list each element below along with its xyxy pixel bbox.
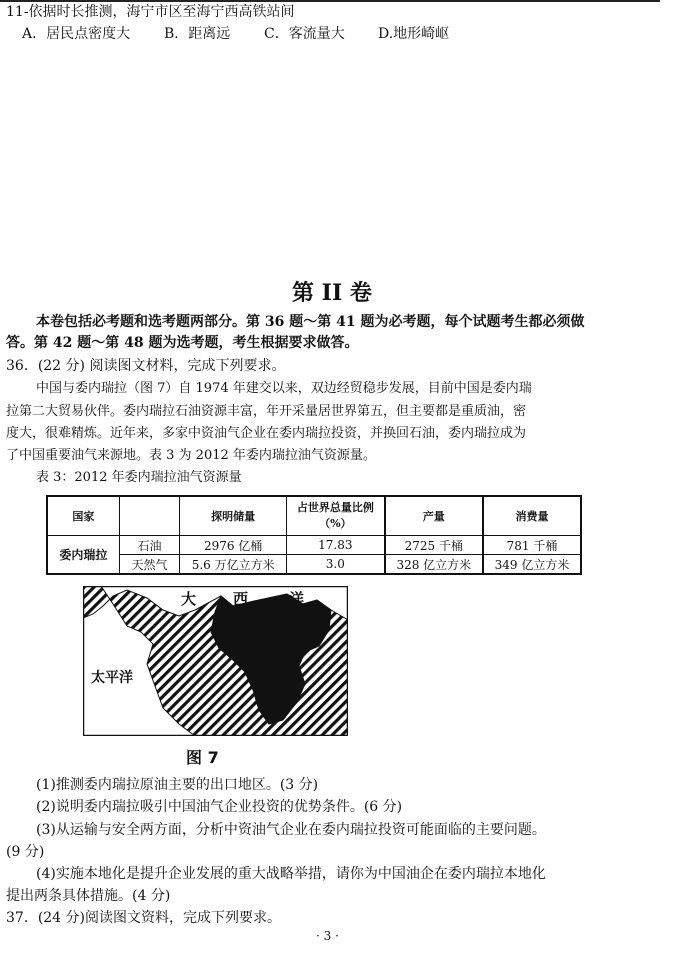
q36-para-line-4: 了中国重要油气来源地。表 3 为 2012 年委内瑞拉油气资源量。: [6, 448, 376, 463]
header-consumption: 消费量: [483, 496, 581, 536]
header-reserves: 探明储量: [180, 496, 287, 536]
q36-heading: 36．(22 分) 阅读图文材料，完成下列要求。: [6, 358, 286, 374]
label-atlantic-1: 大: [181, 590, 197, 608]
q36-question-1: (1)推测委内瑞拉原油主要的出口地区。(3 分): [36, 777, 319, 793]
figure-caption: 图 7: [186, 748, 219, 767]
q36-question-4: (4)实施本地化是提升企业发展的重大战略举措，请你为中国油企在委内瑞拉本地化: [36, 866, 546, 882]
table-caption: 表 3：2012 年委内瑞拉油气资源量: [36, 470, 242, 485]
cell-gas-reserves: 5.6 万亿立方米: [180, 555, 287, 575]
cell-oil-reserves: 2976 亿桶: [180, 536, 287, 555]
q36-question-2: (2)说明委内瑞拉吸引中国油气企业投资的优势条件。(6 分): [36, 799, 403, 815]
table-header-row: [47, 496, 581, 536]
table-row: [47, 555, 581, 575]
q36-question-3: (3)从运输与安全两方面，分析中资油气企业在委内瑞拉投资可能面临的主要问题。: [36, 822, 546, 838]
cell-country: 委内瑞拉: [47, 536, 119, 575]
cell-oil-type: 石油: [119, 536, 179, 555]
table-row: [47, 536, 581, 555]
header-type: [119, 496, 179, 536]
cell-gas-share: 3.0: [287, 555, 385, 575]
q11-option-c: C．客流量大: [264, 26, 345, 42]
cell-gas-type: 天然气: [119, 555, 179, 575]
section-title: 第 II 卷: [292, 280, 372, 306]
q11-options: [22, 25, 449, 43]
label-atlantic-3: 洋: [289, 590, 305, 608]
q36-para-line-1: 中国与委内瑞拉（图 7）自 1974 年建交以来，双边经贸稳步发展，目前中国是委内瑞: [36, 381, 532, 396]
label-atlantic-2: 西: [233, 590, 249, 608]
page-number: · 3 ·: [316, 929, 339, 943]
cell-gas-consumption: 349 亿立方米: [483, 555, 581, 575]
cell-oil-share: 17.83: [287, 536, 385, 555]
q37-heading: 37．(24 分)阅读图文资料，完成下列要求。: [6, 910, 282, 926]
q11-stem: 11-依据时长推测，海宁市区至海宁西高铁站间: [6, 4, 295, 20]
header-share: 占世界总量比例（%）: [287, 496, 385, 536]
intro-line-1: 本卷包括必考题和选考题两部分。第 36 题～第 41 题为必考题，每个试题考生都必须做: [36, 314, 585, 330]
q36-question-4-cont: 提出两条具体措施。(4 分): [6, 888, 171, 904]
q11-option-d: D.地形崎岖: [378, 26, 450, 42]
label-pacific: 太平洋: [91, 670, 133, 686]
intro-line-2: 答。第 42 题～第 48 题为选考题，考生根据要求做答。: [6, 335, 359, 351]
cell-oil-consumption: 781 千桶: [483, 536, 581, 555]
q36-question-3-points: (9 分): [6, 844, 45, 860]
venezuela-map: [83, 586, 348, 736]
header-output: 产量: [385, 496, 483, 536]
cell-oil-output: 2725 千桶: [385, 536, 483, 555]
header-country: 国家: [47, 496, 119, 536]
q11-option-a: A．居民点密度大: [22, 26, 131, 42]
q36-para-line-2: 拉第二大贸易伙伴。委内瑞拉石油资源丰富，年开采量居世界第五，但主要都是重质油，密: [6, 404, 527, 419]
cell-gas-output: 328 亿立方米: [385, 555, 483, 575]
top-rule: [0, 0, 660, 2]
q11-option-b: B．距离远: [164, 26, 231, 42]
q36-para-line-3: 度大，很难精炼。近年来，多家中资油气企业在委内瑞拉投资，并换回石油，委内瑞拉成为: [6, 426, 527, 441]
oil-gas-table: [46, 495, 582, 575]
